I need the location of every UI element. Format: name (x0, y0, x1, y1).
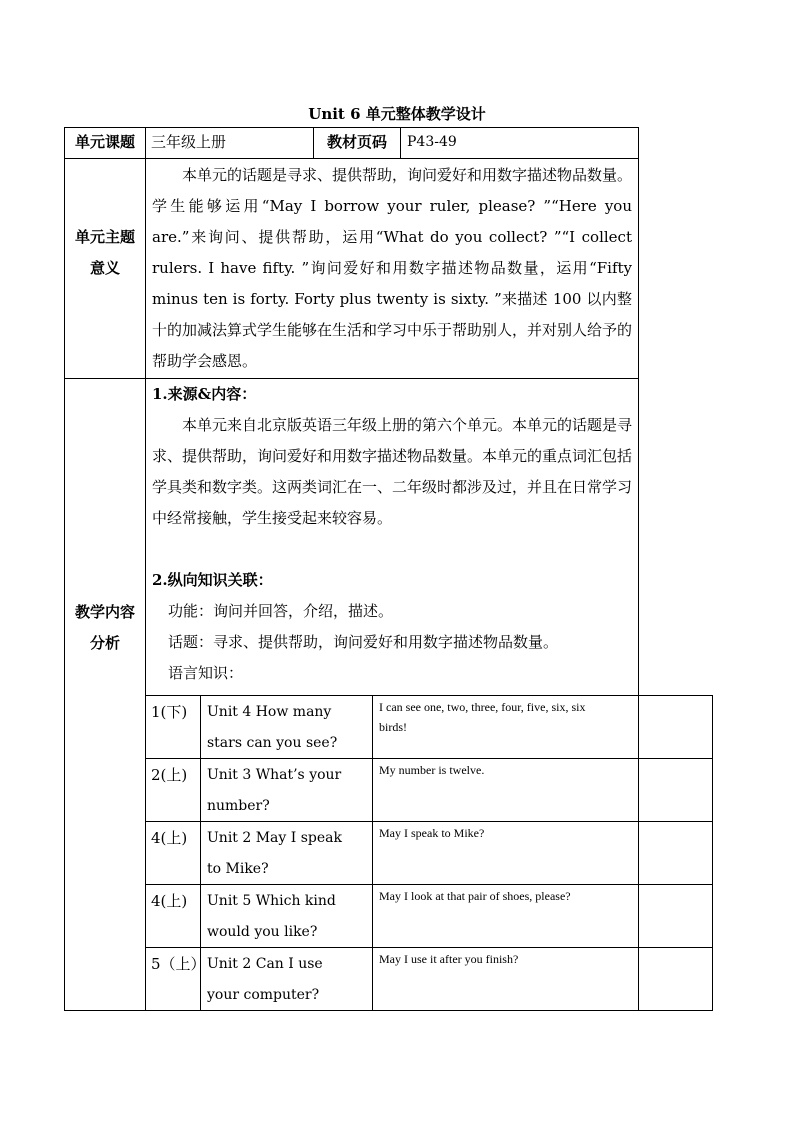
unit-title-value: 三年级上册 (151, 133, 227, 151)
row1-example: I can see one, two, three, four, five, six, six birds! (379, 700, 586, 734)
theme-label-line2: 意义 (89, 259, 120, 277)
row3-grade: 4(上) (151, 829, 188, 847)
theme-label (64, 222, 146, 284)
theme-text: 本单元的话题是寻求、提供帮助，询问爱好和用数字描述物品数量。学生能够运用“May I borrow your ruler, please? ”“Here you are.”来询问、提供帮助，运用“What do you collect? ”“I collect rulers. I have fifty. ”询问爱好和用数字描述物品数量，运用“Fifty minus ten is forty. Forty plus twenty is sixty. ”来描述 100 以内整十的加减法算式学生能够在生活和学习中乐于帮助别人，并对别人给予的帮助学会感恩。 (152, 166, 633, 370)
subtable-right (712, 695, 713, 1011)
row4-unit: Unit 5 Which kind would you like? (207, 893, 336, 940)
row2-example: My number is twelve. (379, 763, 485, 777)
row1-grade: 1(下) (151, 703, 188, 721)
language-line: 语言知识： (168, 664, 244, 682)
analysis-label-line2: 分析 (89, 634, 120, 652)
subtable-col2 (372, 695, 373, 1011)
row5-grade: 5（上） (151, 955, 206, 973)
table-border-bottom (64, 1010, 713, 1011)
subtable-top (145, 695, 713, 696)
table-border-row1 (64, 158, 639, 159)
row2-unit: Unit 3 What’s your number? (207, 767, 342, 814)
row4-grade: 4(上) (151, 892, 188, 910)
blank-line (152, 534, 632, 565)
row1-unit: Unit 4 How many stars can you see? (207, 704, 338, 751)
analysis-content (152, 379, 632, 689)
document-title: Unit 6 单元整体教学设计 (308, 105, 486, 123)
analysis-label (64, 597, 146, 659)
row3-example: May I speak to Mike? (379, 826, 485, 840)
topic-line: 话题：寻求、提供帮助，询问爱好和用数字描述物品数量。 (168, 633, 559, 651)
page-range-label: 教材页码 (326, 133, 387, 151)
table-border-right (638, 127, 639, 696)
function-line: 功能：询问并回答，介绍，描述。 (168, 602, 394, 620)
row5-unit: Unit 2 Can I use your computer? (207, 956, 323, 1003)
subtable-col3 (638, 695, 639, 1011)
page-range-value: P43-49 (407, 134, 457, 150)
row2-grade: 2(上) (151, 766, 188, 784)
row3-unit: Unit 2 May I speak to Mike? (207, 830, 343, 877)
analysis-label-line1: 教学内容 (74, 603, 135, 621)
theme-label-line1: 单元主题 (74, 228, 135, 246)
section1-text: 本单元来自北京版英语三年级上册的第六个单元。本单元的话题是寻求、提供帮助，询问爱好和用数字描述物品数量。本单元的重点词汇包括学具类和数字类。这两类词汇在一、二年级时都涉及过，并且在日常学习中经常接触，学生接受起来较容易。 (152, 416, 633, 527)
row5-example: May I use it after you finish? (379, 952, 519, 966)
section2-heading: 2.纵向知识关联： (152, 571, 273, 589)
section1-heading: 1.来源&内容： (152, 385, 257, 403)
unit-title-label: 单元课题 (74, 133, 135, 151)
row4-example: May I look at that pair of shoes, please? (379, 889, 571, 903)
